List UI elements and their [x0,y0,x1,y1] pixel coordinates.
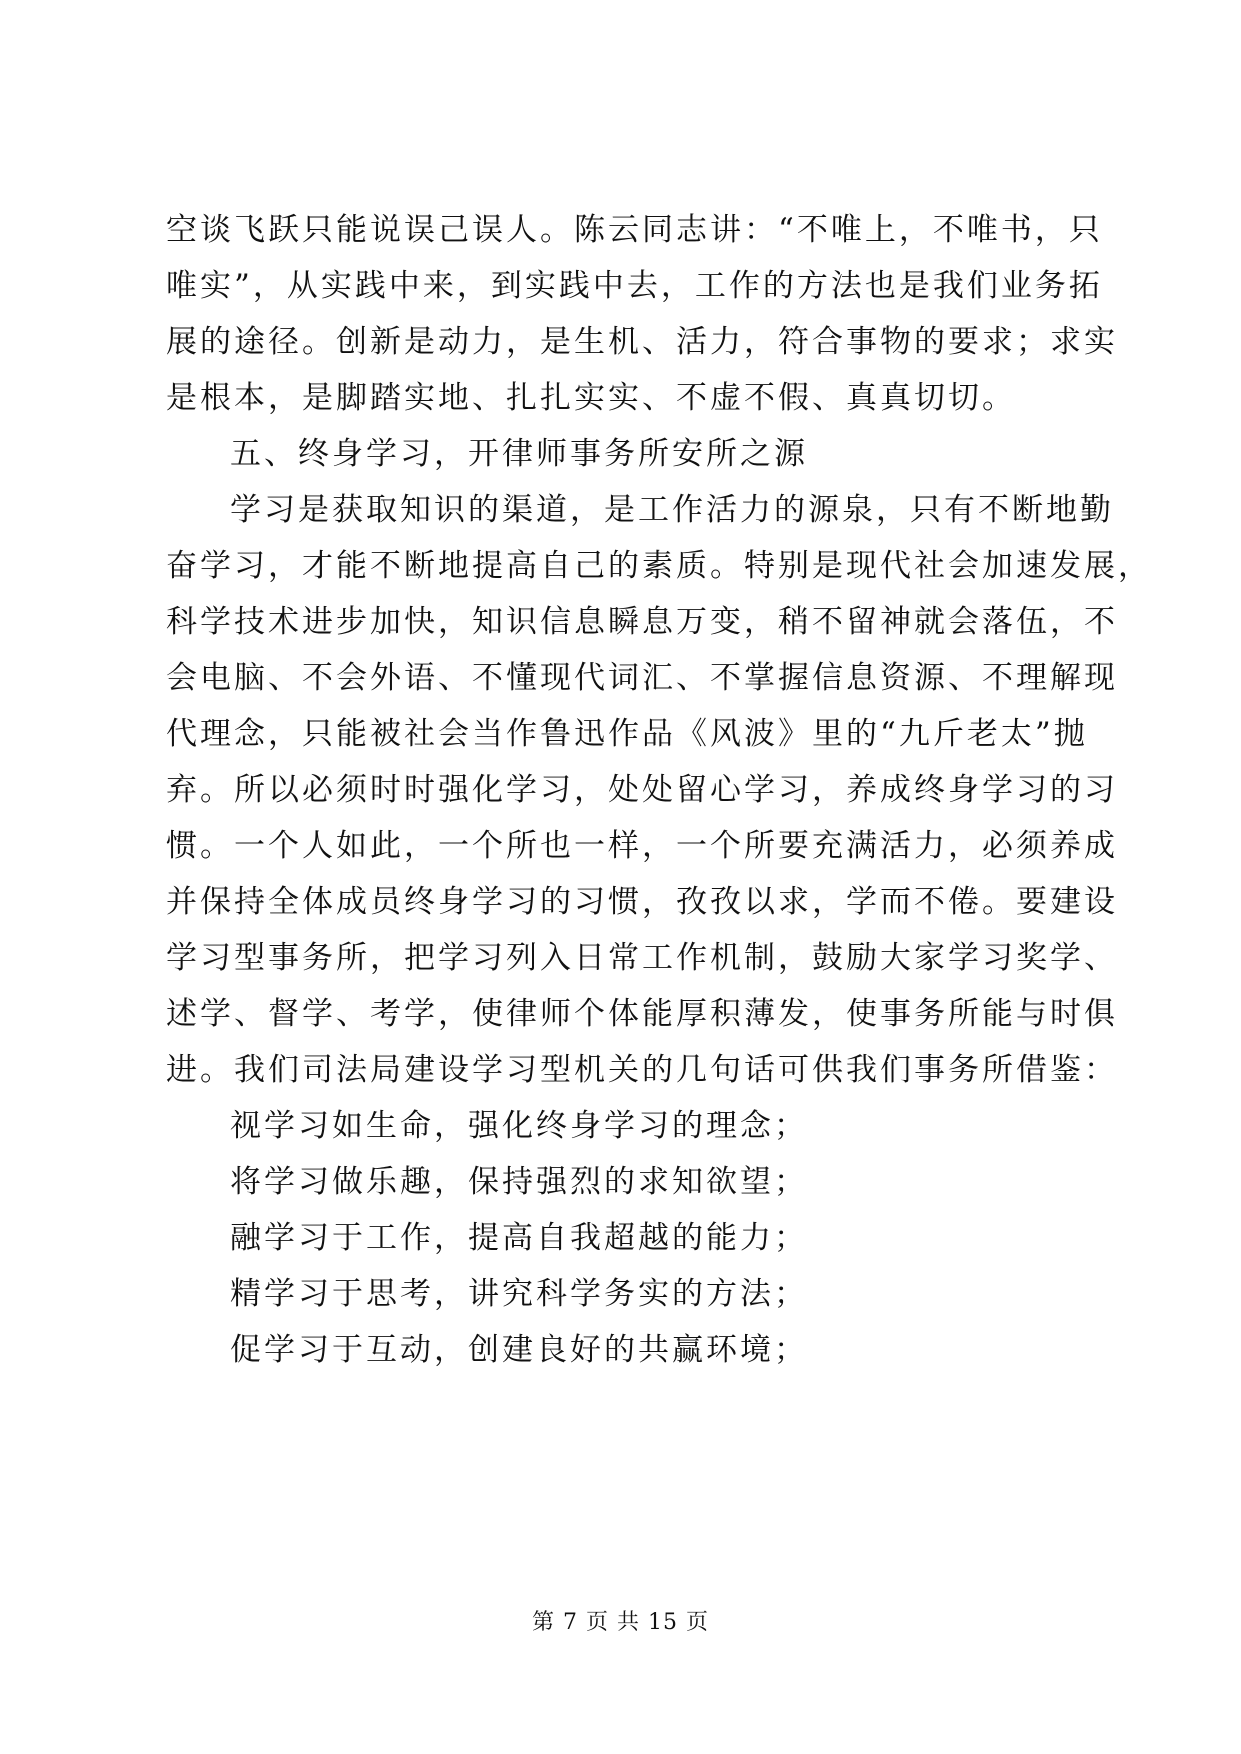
paragraph-line: 是根本，是脚踏实地、扎扎实实、不虚不假、真真切切。 [166,380,1016,416]
list-item: 将学习做乐趣，保持强烈的求知欲望； [230,1164,808,1200]
paragraph-line: 学习是获取知识的渠道，是工作活力的源泉，只有不断地勤 [230,492,1114,528]
paragraph-line: 展的途径。创新是动力，是生机、活力，符合事物的要求；求实 [166,324,1118,360]
paragraph-line: 并保持全体成员终身学习的习惯，孜孜以求，学而不倦。要建设 [166,884,1118,920]
page-number-footer: 第 7 页 共 15 页 [532,1610,709,1635]
list-item: 融学习于工作，提高自我超越的能力； [230,1220,808,1256]
paragraph-line: 弃。所以必须时时强化学习，处处留心学习，养成终身学习的习 [166,772,1118,808]
paragraph-line: 述学、督学、考学，使律师个体能厚积薄发，使事务所能与时俱 [166,996,1118,1032]
paragraph-line: 奋学习，才能不断地提高自己的素质。特别是现代社会加速发展， [166,548,1152,584]
paragraph-line: 代理念，只能被社会当作鲁迅作品《风波》里的“九斤老太”抛 [166,716,1088,752]
list-item: 精学习于思考，讲究科学务实的方法； [230,1276,808,1312]
paragraph-line: 惯。一个人如此，一个所也一样，一个所要充满活力，必须养成 [166,828,1118,864]
paragraph-line: 唯实”，从实践中来，到实践中去，工作的方法也是我们业务拓 [166,268,1103,304]
paragraph-line: 空谈飞跃只能说误己误人。陈云同志讲：“不唯上，不唯书，只 [166,212,1103,248]
list-item: 促学习于互动，创建良好的共赢环境； [230,1332,808,1368]
paragraph-line: 科学技术进步加快，知识信息瞬息万变，稍不留神就会落伍，不 [166,604,1118,640]
paragraph-line: 进。我们司法局建设学习型机关的几句话可供我们事务所借鉴： [166,1052,1118,1088]
paragraph-line: 会电脑、不会外语、不懂现代词汇、不掌握信息资源、不理解现 [166,660,1118,696]
paragraph-line: 学习型事务所，把学习列入日常工作机制，鼓励大家学习奖学、 [166,940,1118,976]
list-item: 视学习如生命，强化终身学习的理念； [230,1108,808,1144]
section-heading: 五、终身学习，开律师事务所安所之源 [230,436,808,472]
